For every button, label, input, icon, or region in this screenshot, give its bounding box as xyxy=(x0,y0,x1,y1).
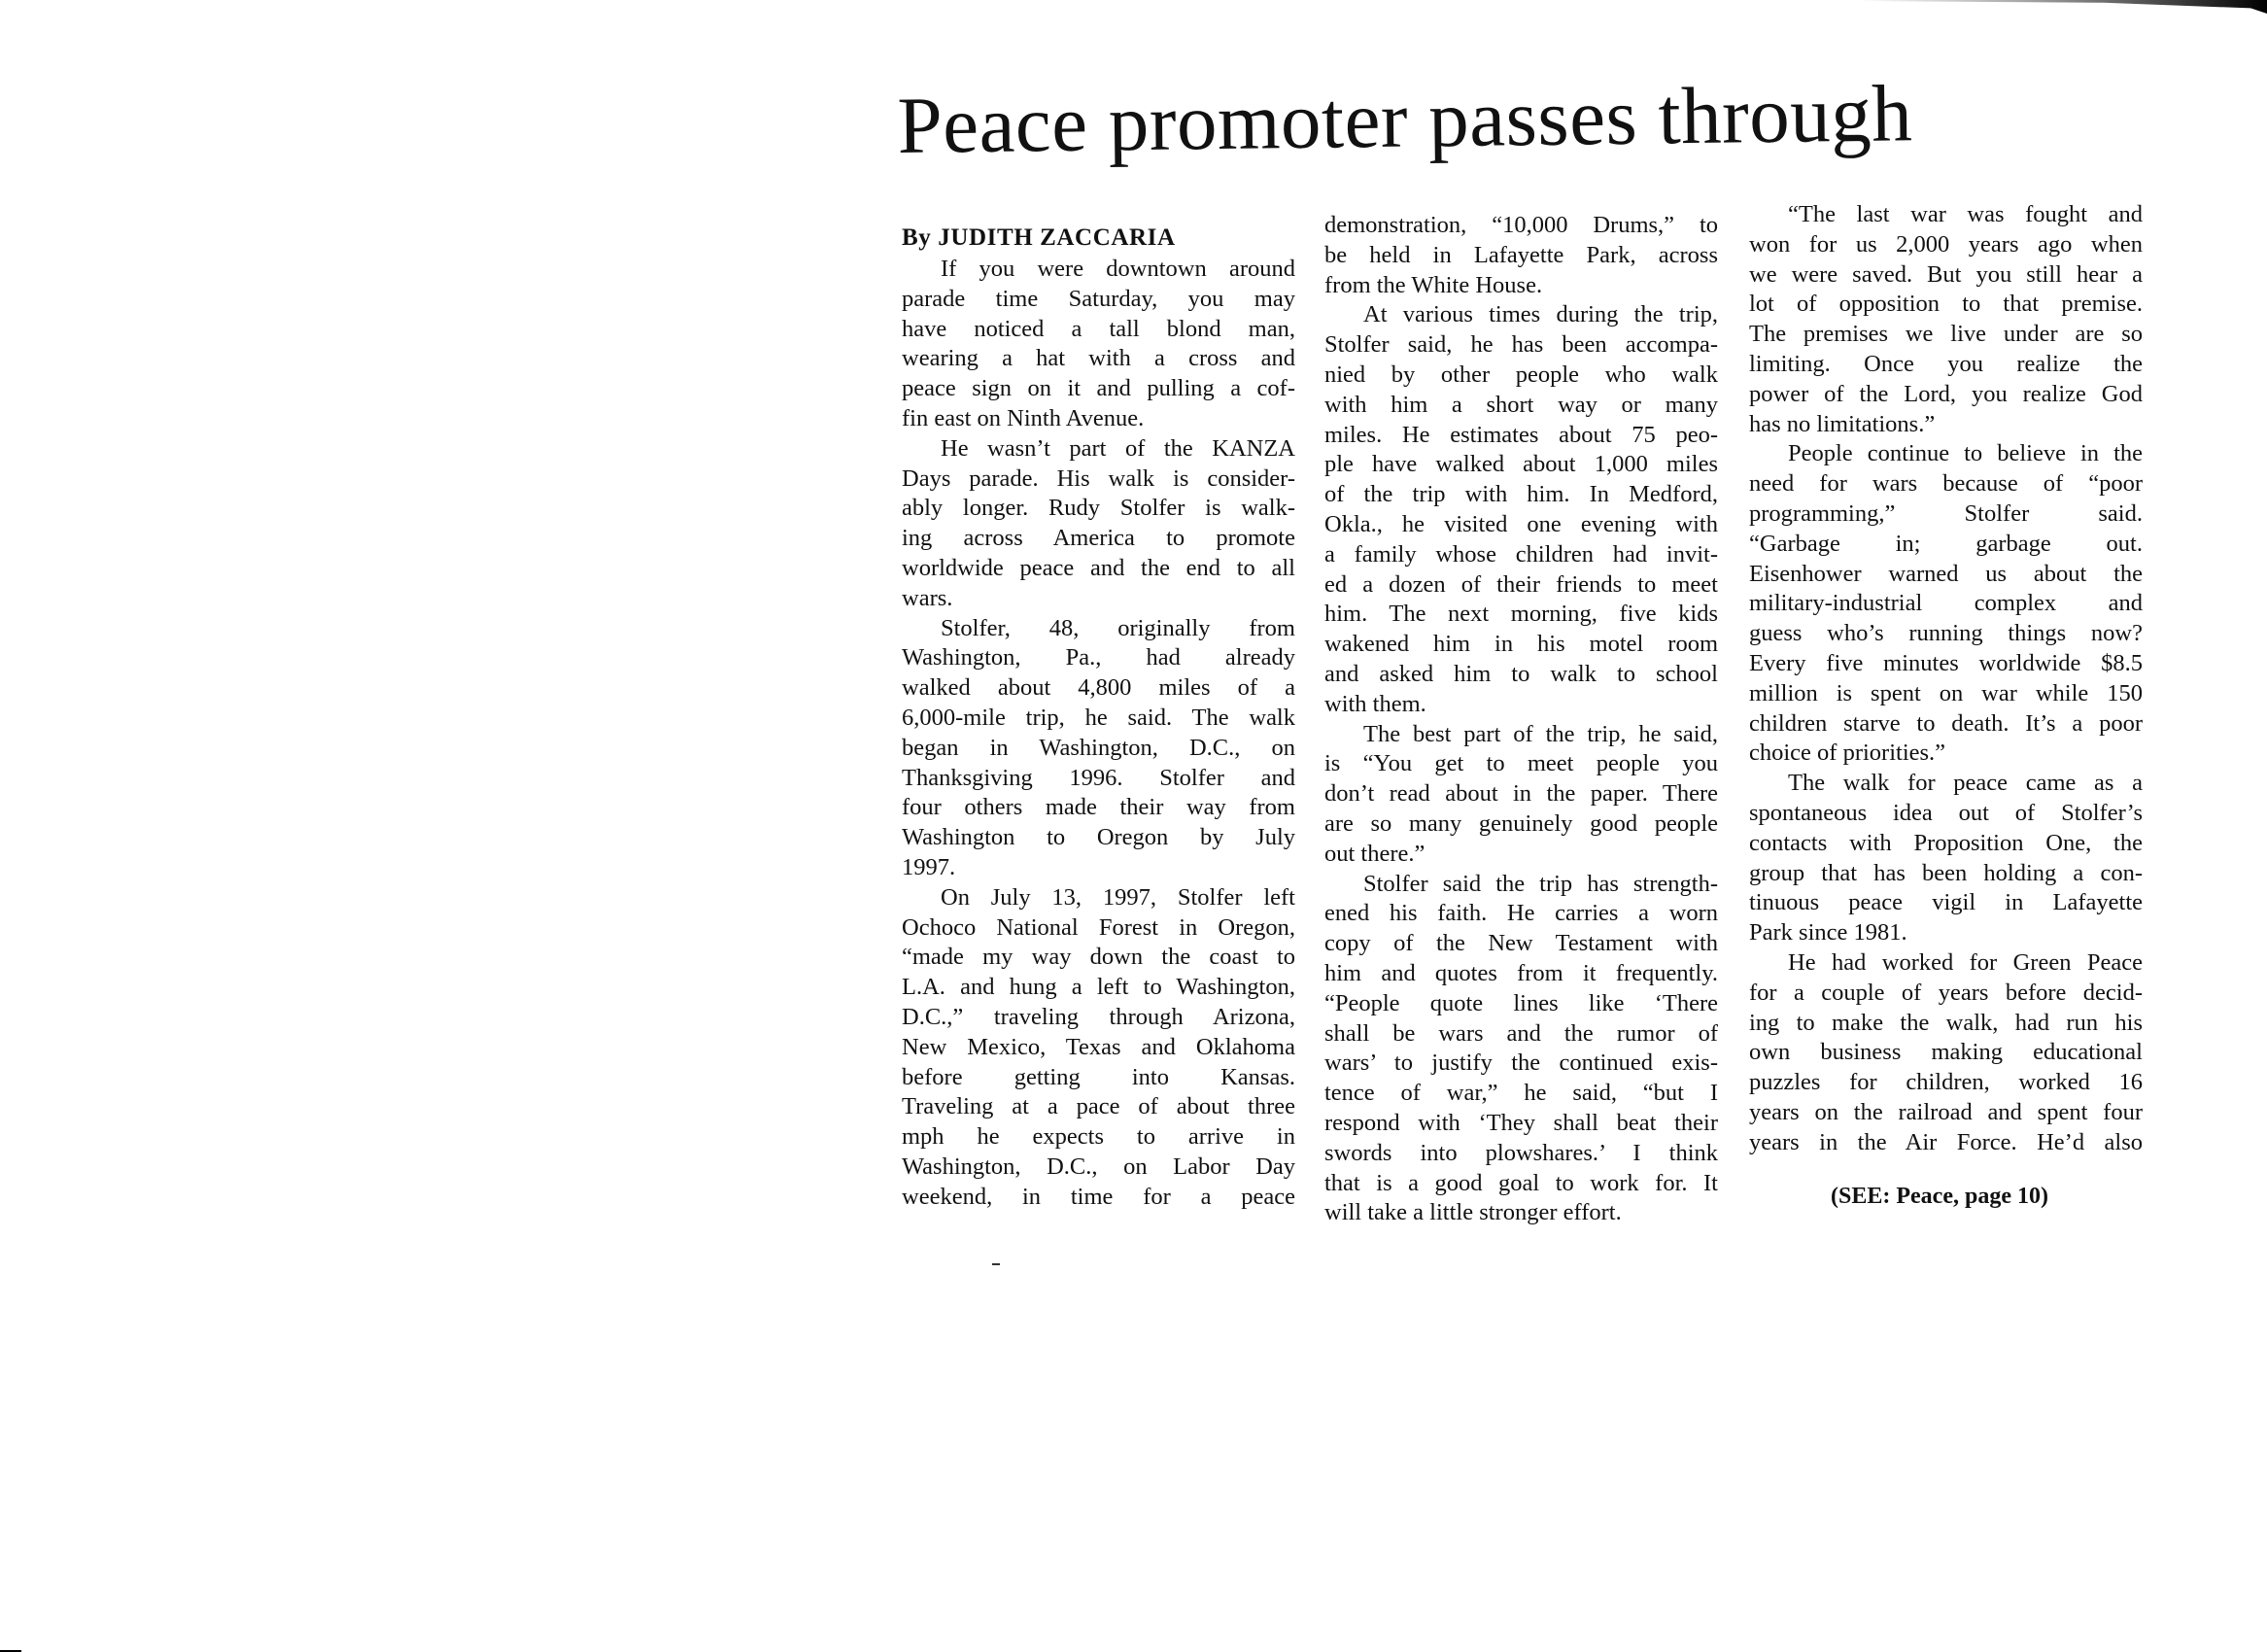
text-line: The walk for peace came as a xyxy=(1788,770,2143,797)
text-line: Park since 1981. xyxy=(1749,919,1907,946)
text-line: are so many genuinely good people xyxy=(1324,809,1718,837)
text-line: Ochoco National Forest in Oregon, xyxy=(902,913,1295,941)
text-line: Eisenhower warned us about the xyxy=(1749,560,2143,587)
text-line: fin east on Ninth Avenue. xyxy=(902,404,1145,431)
text-line: respond with ‘They shall beat their xyxy=(1324,1109,1718,1136)
column-2-text xyxy=(1324,211,1718,1228)
stray-mark xyxy=(992,1263,1000,1265)
text-line: The best part of the trip, he said, xyxy=(1363,720,1718,747)
text-line: He wasn’t part of the KANZA xyxy=(941,434,1295,462)
text-line: don’t read about in the paper. There xyxy=(1324,780,1718,808)
column-1-text xyxy=(902,255,1295,1213)
text-line: demonstration, “10,000 Drums,” to xyxy=(1324,212,1718,238)
text-line: peace sign on it and pulling a cof- xyxy=(902,375,1295,402)
text-line: mph he expects to arrive in xyxy=(902,1123,1295,1151)
text-line: tence of war,” he said, “but I xyxy=(1324,1080,1718,1107)
text-line: wars’ to justify the continued exis- xyxy=(1324,1050,1718,1077)
text-line: Stolfer, 48, originally from xyxy=(941,614,1295,641)
text-line: “made my way down the coast to xyxy=(902,944,1295,971)
text-line: ably longer. Rudy Stolfer is walk- xyxy=(902,495,1295,522)
text-line: New Mexico, Texas and Oklahoma xyxy=(902,1033,1295,1060)
text-line: “Garbage in; garbage out. xyxy=(1749,530,2143,557)
text-line: own business making educational xyxy=(1749,1039,2143,1066)
scan-edge-smudge xyxy=(1859,0,2267,14)
text-line: worldwide peace and the end to all xyxy=(902,554,1295,581)
text-line: ing across America to promote xyxy=(902,525,1295,552)
text-line: parade time Saturday, you may xyxy=(902,285,1295,312)
text-line: wearing a hat with a cross and xyxy=(902,345,1295,372)
text-line: limiting. Once you realize the xyxy=(1749,350,2143,377)
text-line: need for wars because of “poor xyxy=(1749,470,2143,498)
text-line: choice of priorities.” xyxy=(1749,740,1946,767)
text-line: is “You get to meet people you xyxy=(1324,750,1718,777)
text-line: ple have walked about 1,000 miles xyxy=(1324,451,1718,478)
text-line: out there.” xyxy=(1324,840,1425,867)
text-line: power of the Lord, you realize God xyxy=(1749,380,2143,407)
text-line: ed a dozen of their friends to meet xyxy=(1324,570,1718,598)
text-line: L.A. and hung a left to Washington, xyxy=(902,974,1295,1001)
text-line: and asked him to walk to school xyxy=(1324,660,1718,687)
text-line: lot of opposition to that premise. xyxy=(1749,291,2143,318)
continuation-note: (SEE: Peace, page 10) xyxy=(1831,1184,2048,1209)
text-line: People continue to believe in the xyxy=(1788,440,2143,467)
text-line: has no limitations.” xyxy=(1749,410,1936,437)
text-line: walked about 4,800 miles of a xyxy=(902,674,1295,702)
article-column-3 xyxy=(1749,200,2143,1158)
text-line: On July 13, 1997, Stolfer left xyxy=(941,883,1295,911)
text-line: Traveling at a pace of about three xyxy=(902,1093,1295,1120)
text-line: years in the Air Force. He’d also xyxy=(1749,1128,2143,1155)
text-line: “People quote lines like ‘There xyxy=(1324,989,1718,1016)
text-line: puzzles for children, worked 16 xyxy=(1749,1069,2143,1096)
text-line: programming,” Stolfer said. xyxy=(1749,499,2143,527)
text-line: years on the railroad and spent four xyxy=(1749,1098,2143,1125)
text-line: “The last war was fought and xyxy=(1788,201,2143,227)
text-line: weekend, in time for a peace xyxy=(902,1183,1295,1210)
text-line: ing to make the walk, had run his xyxy=(1749,1009,2143,1036)
text-line: If you were downtown around xyxy=(941,256,1295,282)
text-line: children starve to death. It’s a poor xyxy=(1749,709,2143,737)
text-line: He had worked for Green Peace xyxy=(1788,948,2143,976)
text-line: At various times during the trip, xyxy=(1363,301,1718,328)
text-line: ened his faith. He carries a worn xyxy=(1324,900,1718,927)
article-column-1 xyxy=(902,222,1295,1213)
text-line: miles. He estimates about 75 peo- xyxy=(1324,421,1718,448)
text-line: million is spent on war while 150 xyxy=(1749,679,2143,706)
text-line: spontaneous idea out of Stolfer’s xyxy=(1749,799,2143,826)
text-line: tinuous peace vigil in Lafayette xyxy=(1749,889,2143,916)
text-line: him. The next morning, five kids xyxy=(1324,601,1718,628)
text-line: be held in Lafayette Park, across xyxy=(1324,241,1718,268)
text-line: wars. xyxy=(902,584,953,611)
text-line: guess who’s running things now? xyxy=(1749,620,2143,647)
text-line: contacts with Proposition One, the xyxy=(1749,829,2143,856)
text-line: Days parade. His walk is consider- xyxy=(902,465,1295,492)
text-line: with him a short way or many xyxy=(1324,391,1718,418)
text-line: Washington, Pa., had already xyxy=(902,644,1295,671)
text-line: Stolfer said the trip has strength- xyxy=(1363,870,1718,897)
text-line: military-industrial complex and xyxy=(1749,590,2143,617)
text-line: nied by other people who walk xyxy=(1324,361,1718,388)
text-line: from the White House. xyxy=(1324,271,1543,298)
text-line: wakened him in his motel room xyxy=(1324,631,1718,658)
article-column-2 xyxy=(1324,211,1718,1228)
text-line: Thanksgiving 1996. Stolfer and xyxy=(902,764,1295,791)
text-line: began in Washington, D.C., on xyxy=(902,734,1295,761)
byline: By JUDITH ZACCARIA xyxy=(902,224,1176,251)
text-line: for a couple of years before decid- xyxy=(1749,979,2143,1006)
text-line: group that has been holding a con- xyxy=(1749,859,2143,886)
text-line: 1997. xyxy=(902,853,956,880)
text-line: before getting into Kansas. xyxy=(902,1063,1295,1090)
text-line: copy of the New Testament with xyxy=(1324,930,1718,957)
text-line: have noticed a tall blond man, xyxy=(902,315,1295,342)
text-line: Every five minutes worldwide $8.5 xyxy=(1749,649,2143,676)
text-line: four others made their way from xyxy=(902,794,1295,821)
text-line: of the trip with him. In Medford, xyxy=(1324,481,1718,508)
text-line: will take a little stronger effort. xyxy=(1324,1199,1622,1226)
article-headline: Peace promoter passes through xyxy=(896,68,1913,170)
text-line: with them. xyxy=(1324,690,1426,717)
text-line: Okla., he visited one evening with xyxy=(1324,510,1718,537)
text-line: him and quotes from it frequently. xyxy=(1324,959,1718,986)
text-line: won for us 2,000 years ago when xyxy=(1749,230,2143,258)
text-line: swords into plowshares.’ I think xyxy=(1324,1139,1718,1166)
text-line: that is a good goal to work for. It xyxy=(1324,1169,1718,1196)
text-line: Stolfer said, he has been accompa- xyxy=(1324,331,1718,359)
text-line: Washington to Oregon by July xyxy=(902,824,1295,851)
text-line: shall be wars and the rumor of xyxy=(1324,1019,1718,1047)
text-line: The premises we live under are so xyxy=(1749,321,2143,348)
text-line: a family whose children had invit- xyxy=(1324,540,1718,568)
text-line: D.C.,” traveling through Arizona, xyxy=(902,1003,1295,1030)
text-line: 6,000-mile trip, he said. The walk xyxy=(902,704,1295,731)
text-line: we were saved. But you still hear a xyxy=(1749,260,2143,288)
column-3-text xyxy=(1749,200,2143,1158)
text-line: Washington, D.C., on Labor Day xyxy=(902,1153,1295,1180)
